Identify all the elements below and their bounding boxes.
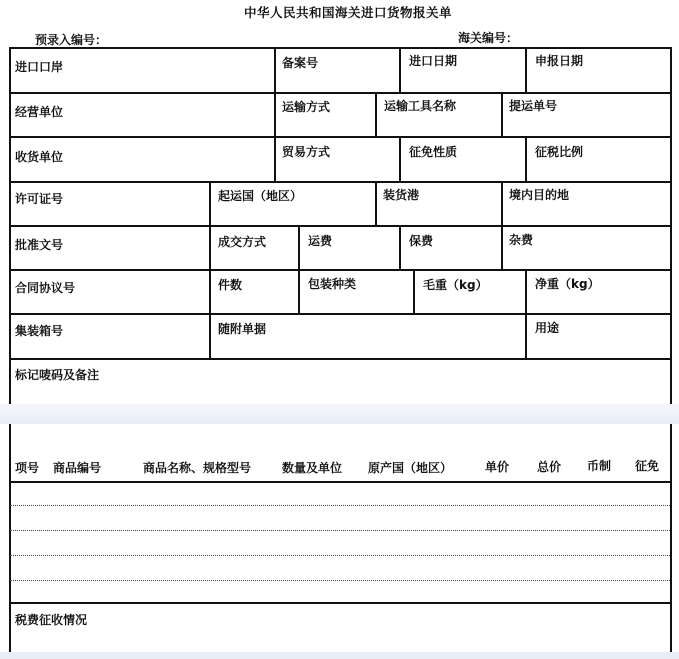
col-commodity-name: 商品名称、规格型号 xyxy=(143,461,252,475)
import-date-label: 进口日期 xyxy=(409,54,458,68)
net-weight-label: 净重（kg） xyxy=(535,277,600,291)
row-divider xyxy=(9,313,672,315)
contract-no-label: 合同协议号 xyxy=(15,281,76,295)
approval-no-label: 批准文号 xyxy=(15,238,64,252)
consignee-label: 收货单位 xyxy=(15,150,64,164)
col-commodity-code: 商品编号 xyxy=(53,461,102,475)
cell-divider xyxy=(413,269,415,313)
origin-country-label: 起运国（地区） xyxy=(218,189,303,203)
goods-left-border xyxy=(9,424,11,654)
cell-divider xyxy=(375,92,377,136)
cell-divider xyxy=(399,225,401,269)
declare-date-label: 申报日期 xyxy=(535,54,584,68)
insurance-label: 保费 xyxy=(409,234,434,248)
row-divider xyxy=(9,92,672,94)
row-divider xyxy=(9,269,672,271)
cell-divider xyxy=(209,181,211,225)
col-unit-price: 单价 xyxy=(485,460,510,474)
license-no-label: 许可证号 xyxy=(15,192,64,206)
misc-fee-label: 杂费 xyxy=(509,233,534,247)
cell-divider xyxy=(298,269,300,313)
form-title: 中华人民共和国海关进口货物报关单 xyxy=(244,5,453,20)
cell-divider xyxy=(209,269,211,313)
trade-mode-label: 贸易方式 xyxy=(282,145,331,159)
marks-remarks-label: 标记唛码及备注 xyxy=(15,368,100,382)
container-no-label: 集装箱号 xyxy=(15,324,64,338)
cell-divider xyxy=(501,225,503,269)
goods-right-border xyxy=(670,424,672,654)
business-unit-label: 经营单位 xyxy=(15,105,64,119)
row-divider xyxy=(9,358,672,360)
usage-label: 用途 xyxy=(535,321,560,335)
cell-divider xyxy=(399,47,401,92)
col-exemption: 征免 xyxy=(635,459,660,473)
col-item-no: 项号 xyxy=(15,461,40,475)
gross-weight-label: 毛重（kg） xyxy=(423,278,488,292)
goods-row-line xyxy=(10,555,670,556)
goods-row-line xyxy=(10,530,670,531)
row-divider xyxy=(9,181,672,183)
attached-docs-label: 随附单据 xyxy=(218,322,267,336)
cell-divider xyxy=(274,136,276,181)
cell-divider xyxy=(525,313,527,358)
cell-divider xyxy=(209,313,211,358)
record-no-label: 备案号 xyxy=(282,56,319,70)
freight-label: 运费 xyxy=(308,234,333,248)
cell-divider xyxy=(375,181,377,225)
cell-divider xyxy=(501,92,503,136)
col-currency: 币制 xyxy=(587,459,612,473)
col-total-price: 总价 xyxy=(537,460,562,474)
cell-divider xyxy=(274,47,276,92)
preentry-no-label: 预录入编号： xyxy=(35,33,108,47)
row-divider xyxy=(9,225,672,227)
cell-divider xyxy=(525,47,527,92)
goods-row-line xyxy=(10,505,670,506)
cell-divider xyxy=(525,269,527,313)
bill-of-lading-label: 提运单号 xyxy=(509,99,558,113)
frame-top-border xyxy=(9,47,672,49)
cell-divider xyxy=(399,136,401,181)
tax-ratio-label: 征税比例 xyxy=(535,145,584,159)
exemption-nature-label: 征免性质 xyxy=(409,145,458,159)
row-divider xyxy=(9,136,672,138)
page-gap xyxy=(0,404,679,424)
transport-mode-label: 运输方式 xyxy=(282,100,331,114)
cell-divider xyxy=(274,92,276,136)
destination-label: 境内目的地 xyxy=(509,188,570,202)
cell-divider xyxy=(525,136,527,181)
tax-collection-label: 税费征收情况 xyxy=(15,613,88,627)
cell-divider xyxy=(501,181,503,225)
package-type-label: 包装种类 xyxy=(308,277,357,291)
col-quantity-unit: 数量及单位 xyxy=(282,461,343,475)
import-port-label: 进口口岸 xyxy=(15,60,64,74)
vehicle-name-label: 运输工具名称 xyxy=(384,99,457,113)
cell-divider xyxy=(209,225,211,269)
customs-no-label: 海关编号： xyxy=(458,31,519,45)
goods-header-divider xyxy=(9,481,672,483)
col-origin-country: 原产国（地区） xyxy=(368,461,453,475)
goods-row-line xyxy=(10,580,670,581)
cell-divider xyxy=(298,225,300,269)
tax-section-divider xyxy=(9,602,672,604)
page-bottom-edge xyxy=(0,652,679,659)
transaction-mode-label: 成交方式 xyxy=(218,235,267,249)
pieces-label: 件数 xyxy=(218,278,243,292)
loading-port-label: 装货港 xyxy=(383,188,420,202)
